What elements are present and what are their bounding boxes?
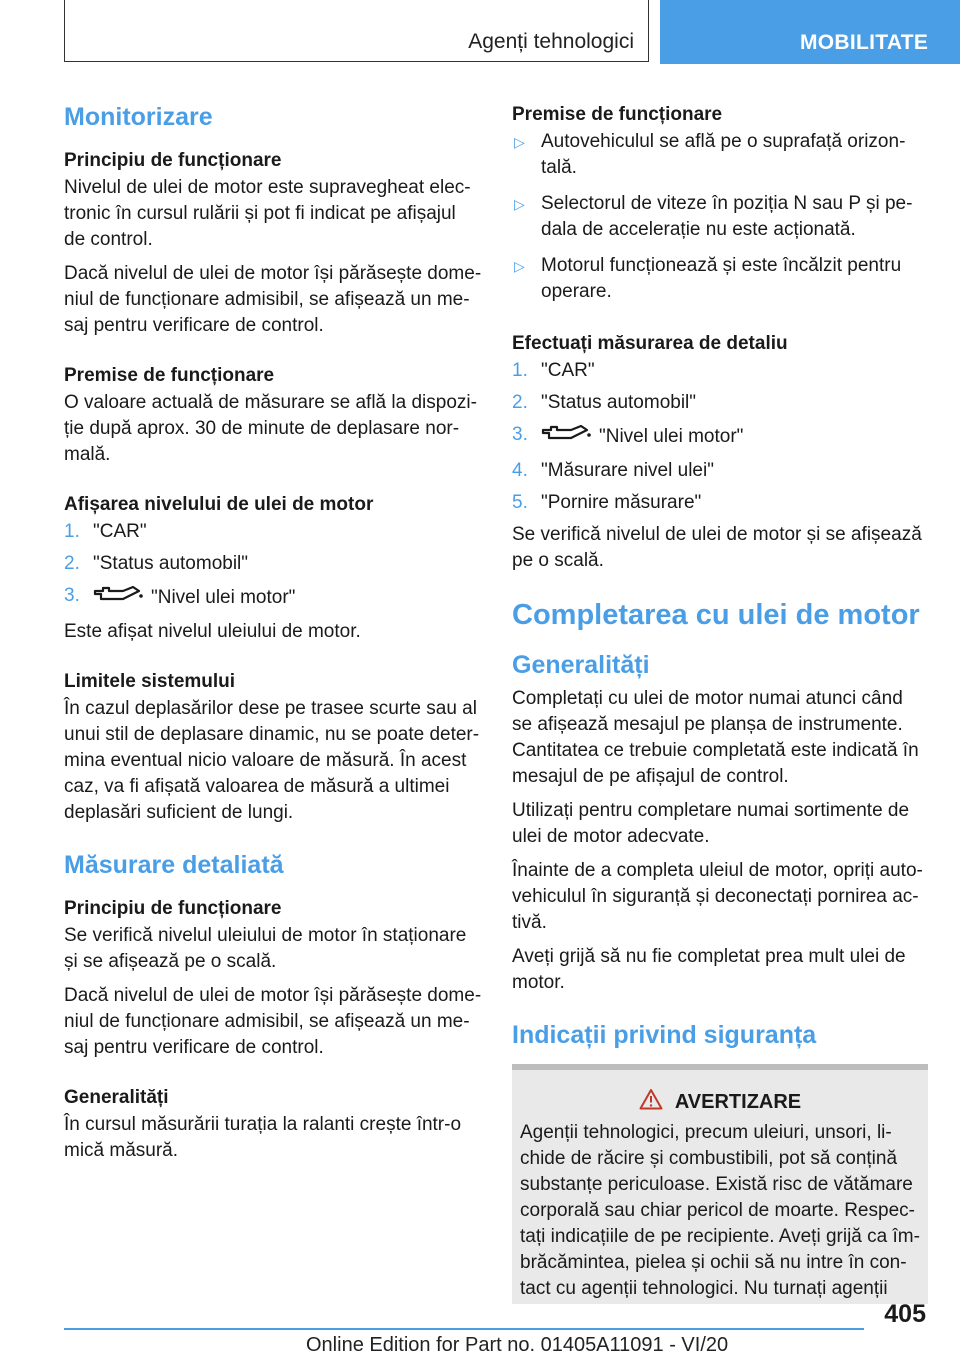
paragraph: Completați cu ulei de motor numai atunci când se afișează mesajul pe planșa de instrumente. Cantitatea ce trebuie completată este indicată în mesajul de pe afișajul de control. bbox=[512, 688, 919, 787]
header-section-title: Agenți tehnologici bbox=[468, 30, 634, 53]
subheading-principiu: Principiu de funcționare bbox=[64, 150, 282, 171]
condition-text: Autovehiculul se află pe o suprafață orizontală. bbox=[541, 131, 906, 178]
conditions-list bbox=[512, 129, 928, 305]
warning-box bbox=[512, 1064, 928, 1304]
step-number: 3. bbox=[512, 424, 528, 445]
paragraph: Se verifică nivelul de ulei de motor și se afișează pe o scală. bbox=[512, 524, 922, 571]
heading-indicatii: Indicații privind siguranța bbox=[512, 1021, 817, 1049]
step-number: 2. bbox=[512, 392, 528, 413]
footer-divider bbox=[64, 1328, 864, 1330]
header-chapter-label: MOBILITATE bbox=[800, 31, 929, 54]
warning-title: AVERTIZARE bbox=[674, 1090, 802, 1113]
list-item bbox=[64, 551, 482, 577]
steps-list bbox=[512, 358, 928, 516]
left-column bbox=[64, 100, 482, 1172]
list-item bbox=[512, 191, 928, 243]
page-header bbox=[0, 0, 960, 64]
paragraph: În cursul măsurării turația la ralanti crește într-o mică măsură. bbox=[64, 1114, 462, 1161]
list-item bbox=[512, 253, 928, 305]
heading-generalitati: Generalități bbox=[512, 651, 650, 679]
paragraph: Se verifică nivelul uleiului de motor în staționare și se afișează pe o scală. bbox=[64, 925, 467, 972]
triangle-bullet-icon: ▷ bbox=[514, 134, 525, 150]
paragraph: O valoare actuală de măsurare se află la dispoziție după aprox. 30 de minute de deplasare normală. bbox=[64, 392, 477, 465]
steps-list bbox=[64, 519, 482, 613]
header-section-box bbox=[64, 0, 649, 62]
paragraph: Utilizați pentru completare numai sortimente de ulei de motor adecvate. bbox=[512, 800, 910, 847]
step-number: 4. bbox=[512, 460, 528, 481]
header-chapter-tab[interactable] bbox=[660, 0, 960, 64]
condition-text: Selectorul de viteze în poziția N sau P și pedala de accelerație nu este acționată. bbox=[541, 193, 913, 240]
warning-header bbox=[520, 1088, 920, 1116]
triangle-bullet-icon: ▷ bbox=[514, 196, 525, 212]
heading-masurare-detaliata: Măsurare detaliată bbox=[64, 851, 284, 879]
oil-can-icon bbox=[93, 583, 145, 613]
subheading-premise: Premise de funcționare bbox=[512, 104, 723, 125]
list-item bbox=[512, 458, 928, 484]
warning-triangle-icon bbox=[639, 1088, 663, 1116]
step-number: 1. bbox=[512, 360, 528, 381]
step-text: "Pornire măsurare" bbox=[541, 492, 702, 513]
paragraph: Nivelul de ulei de motor este supravegheat electronic în cursul rulării și pot fi indicat pe afișajul de control. bbox=[64, 177, 471, 250]
triangle-bullet-icon: ▷ bbox=[514, 258, 525, 274]
subheading-limite: Limitele sistemului bbox=[64, 671, 236, 692]
paragraph: În cazul deplasărilor dese pe trasee scurte sau al unui stil de deplasare dinamic, nu se poate determina eventual nicio valoare de măsură. În acest caz, va fi afișată valoarea de măsură a ultimei deplasări suficient de lungi. bbox=[64, 698, 480, 823]
step-text: "Nivel ulei motor" bbox=[599, 426, 744, 448]
step-text: "CAR" bbox=[541, 360, 595, 381]
step-text: "Măsurare nivel ulei" bbox=[541, 460, 714, 481]
step-text: "Status automobil" bbox=[541, 392, 697, 413]
paragraph: Aveți grijă să nu fie completat prea mult ulei de motor. bbox=[512, 946, 906, 993]
step-text: "CAR" bbox=[93, 521, 147, 542]
list-item bbox=[512, 390, 928, 416]
list-item bbox=[512, 358, 928, 384]
heading-completarea: Completarea cu ulei de motor bbox=[512, 599, 920, 631]
right-column bbox=[512, 100, 928, 1304]
paragraph: Dacă nivelul de ulei de motor își părăsește domeniul de funcționare admisibil, se afișează un mesaj pentru verificare de control. bbox=[64, 985, 482, 1058]
subheading-generalitati: Generalități bbox=[64, 1087, 169, 1108]
list-item bbox=[512, 490, 928, 516]
step-number: 2. bbox=[64, 553, 80, 574]
subheading-afisare: Afișarea nivelului de ulei de motor bbox=[64, 494, 374, 515]
warning-text: Agenții tehnologici, precum uleiuri, unsori, lichide de răcire și combustibili, pot să conțină substanțe periculoase. Există risc de vătămare corporală sau chiar pericol de moarte. Respectați indicațiile de pe recipiente. Aveți grijă ca îmbrăcămintea, pielea și ochii să nu intre în contact cu agenții tehnologici. Nu turnați agenții bbox=[520, 1122, 920, 1299]
step-number: 3. bbox=[64, 585, 80, 606]
footer-edition: Online Edition for Part no. 01405A11091 - VI/20 bbox=[306, 1334, 729, 1356]
list-item bbox=[512, 129, 928, 181]
paragraph: Dacă nivelul de ulei de motor își părăsește domeniul de funcționare admisibil, se afișează un mesaj pentru verificare de control. bbox=[64, 263, 482, 336]
paragraph: Înainte de a completa uleiul de motor, opriți autovehiculul în siguranță și deconectați pornirea activă. bbox=[512, 860, 923, 933]
condition-text: Motorul funcționează și este încălzit pentru operare. bbox=[541, 255, 902, 302]
list-item bbox=[512, 422, 928, 452]
list-item bbox=[64, 583, 482, 613]
step-number: 1. bbox=[64, 521, 80, 542]
subheading-principiu: Principiu de funcționare bbox=[64, 898, 282, 919]
step-number: 5. bbox=[512, 492, 528, 513]
subheading-premise: Premise de funcționare bbox=[64, 365, 275, 386]
page-number: 405 bbox=[884, 1300, 926, 1328]
subheading-efectuati: Efectuați măsurarea de detaliu bbox=[512, 333, 788, 354]
oil-can-icon bbox=[541, 422, 593, 452]
step-text: "Status automobil" bbox=[93, 553, 249, 574]
heading-monitorizare: Monitorizare bbox=[64, 103, 213, 131]
list-item bbox=[64, 519, 482, 545]
paragraph: Este afișat nivelul uleiului de motor. bbox=[64, 621, 361, 642]
step-text: "Nivel ulei motor" bbox=[151, 587, 296, 609]
